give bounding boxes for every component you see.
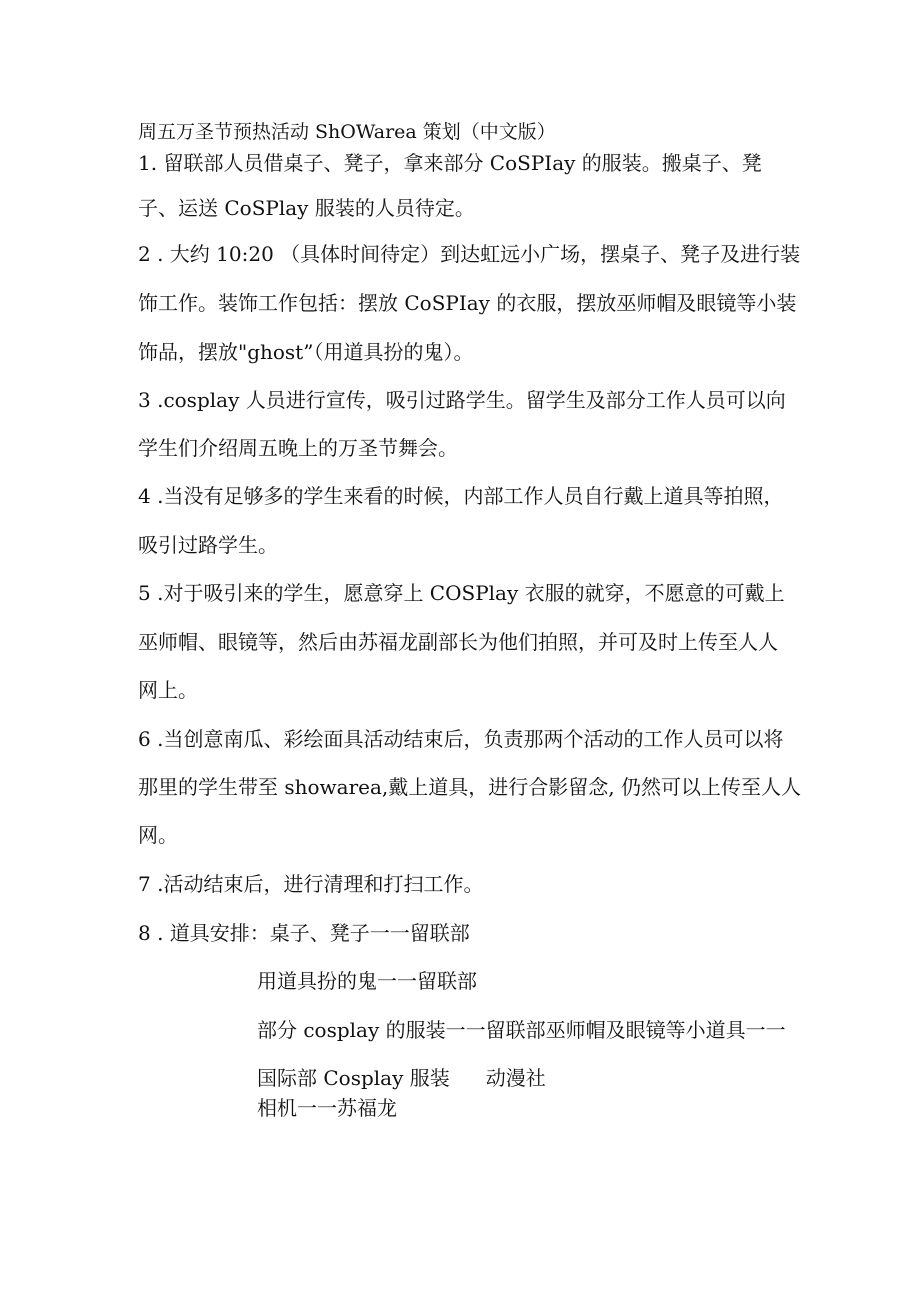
text-line: 学生们介绍周五晚上的万圣节舞会。 — [138, 436, 458, 460]
text-line: 吸引过路学生。 — [138, 533, 278, 557]
props-line — [257, 1065, 546, 1091]
text-line: 饰工作。装饰工作包括：摆放 CoSPIay 的衣服，摆放巫师帽及眼镜等小装 — [138, 291, 797, 315]
document-title: 周五万圣节预热活动 ShOWarea 策划（中文版） — [138, 121, 556, 143]
text-line: 5 .对于吸引来的学生，愿意穿上 COSPlay 衣服的就穿，不愿意的可戴上 — [138, 581, 785, 605]
text-line: 7 .活动结束后，进行清理和打扫工作。 — [138, 872, 484, 896]
text-line: 网。 — [138, 823, 178, 847]
text-line: 饰品，摆放"ghost”（用道具扮的鬼）。 — [138, 340, 474, 364]
text-line: 2 . 大约 10:20 （具体时间待定）到达虹远小广场，摆桌子、凳子及进行装 — [138, 242, 801, 266]
text-line: 4 .当没有足够多的学生来看的时候，内部工作人员自行戴上道具等拍照， — [138, 484, 784, 508]
props-item: 国际部 Cosplay 服装 — [257, 1066, 450, 1090]
text-line: 那里的学生带至 showarea,戴上道具，进行合影留念, 仍然可以上传至人人 — [138, 775, 801, 799]
text-line: 8 . 道具安排：桌子、凳子一一留联部 — [138, 921, 470, 945]
text-line: 3 .cosplay 人员进行宣传，吸引过路学生。留学生及部分工作人员可以向 — [138, 388, 786, 412]
props-line: 相机一一苏福龙 — [257, 1096, 397, 1120]
props-line: 部分 cosplay 的服装一一留联部巫师帽及眼镜等小道具一一 — [257, 1018, 786, 1042]
text-line: 1. 留联部人员借桌子、凳子，拿来部分 CoSPIay 的服装。搬桌子、凳 — [138, 151, 762, 175]
props-line: 用道具扮的鬼一一留联部 — [257, 969, 477, 993]
text-line: 子、运送 CoSPlay 服装的人员待定。 — [138, 196, 475, 220]
props-item: 动漫社 — [485, 1066, 546, 1090]
text-line: 6 .当创意南瓜、彩绘面具活动结束后，负责那两个活动的工作人员可以将 — [138, 727, 784, 751]
text-line: 网上。 — [138, 678, 198, 702]
text-line: 巫师帽、眼镜等，然后由苏福龙副部长为他们拍照，并可及时上传至人人 — [138, 630, 778, 654]
